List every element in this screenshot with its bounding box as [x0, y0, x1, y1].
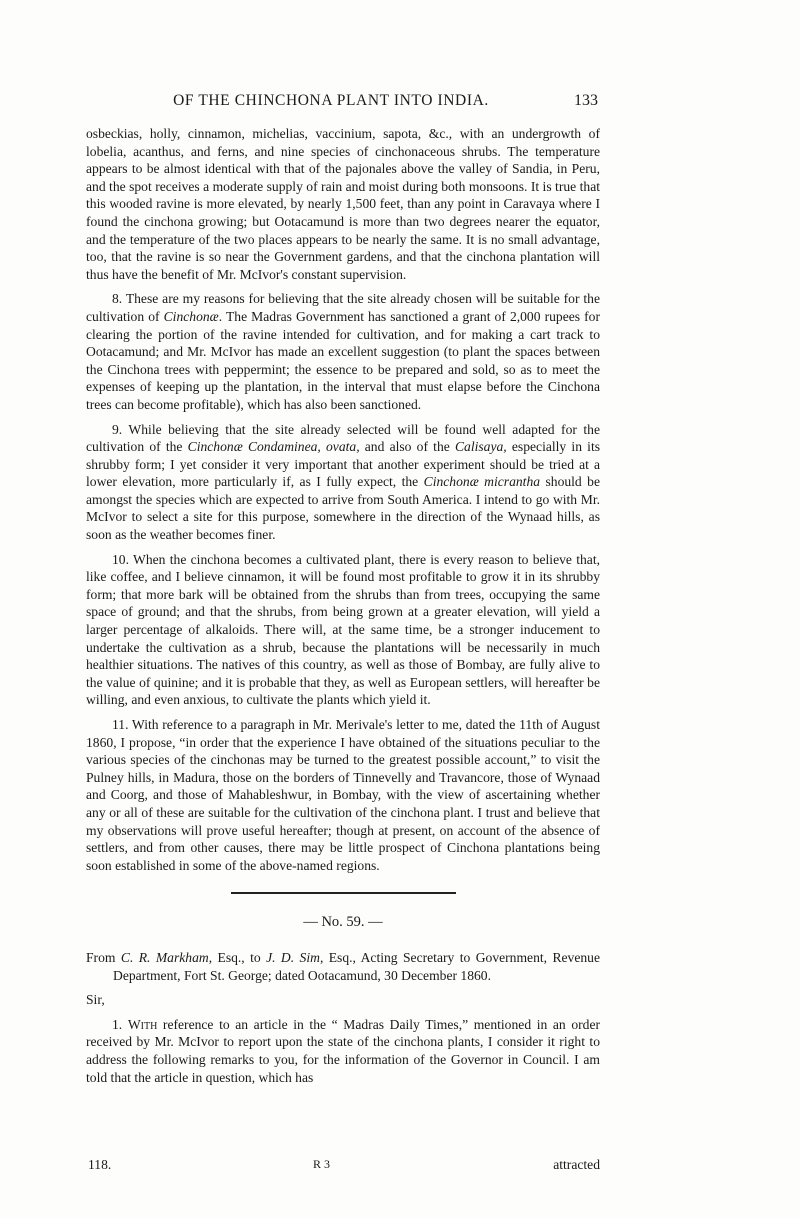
italic-term: Cinchonæ Condaminea, ovata, — [187, 439, 360, 455]
page-header — [88, 92, 598, 110]
section-rule — [231, 892, 456, 894]
first-word: With — [127, 1016, 158, 1032]
body-text — [86, 125, 600, 1093]
text-run: 8. These are my reasons for believing that the site already chosen will be suitable for the cultivation of — [86, 291, 600, 324]
paragraph-11: 11. With reference to a paragraph in Mr. Merivale's letter to me, dated the 11th of August 1860, I propose, “in order that the experience I have obtained of the situations peculiar to the various species of the cinchonas may be turned to the greatest possible account,” to visit the Pulney hills, in Madura, those on the borders of Tinnevelly and Travancore, those of Wynaad and Coorg, and those of Mahableshwur, in Bombay, with the view of ascertaining whether any or all of these are suitable for the cultivation of the cinchona plant. I trust and believe that my observations will prove useful hereafter; though at present, on account of the absence of settlers, and from other causes, there may be little prospect of Cinchona plantations being soon established in some of the above-named regions. — [86, 717, 600, 873]
document-number: — No. 59. — — [303, 914, 383, 931]
footer-signature-mark: R 3 — [313, 1157, 331, 1171]
text-run: . The Madras Government has sanctioned a grant of 2,000 rupees for clearing the portion of the ravine intended for cultivation, and for making a cart track to Ootacamund; and Mr. McIvor has made an excellent suggestion (to plant the spaces between the Cinchona trees with peppermint; the essence to be prepared and sold, so as to meet the expenses of keeping up the plantation, in the interval that must elapse before the Cinchona trees can become profitable), which has also been sanctioned. — [86, 308, 600, 412]
italic-term: Cinchonæ micrantha — [423, 474, 541, 490]
letter-paragraph-1 — [86, 1016, 600, 1086]
footer-signature-number: 118. — [88, 1157, 112, 1172]
page-footer — [88, 1157, 600, 1177]
sender-name: C. R. Markham — [120, 949, 209, 965]
recipient-name: J. D. Sim — [266, 949, 320, 965]
paragraph-8 — [86, 290, 600, 413]
paragraph-continued: osbeckias, holly, cinnamon, michelias, vaccinium, sapota, &c., with an undergrowth of lobelia, acanthus, and ferns, and nine species of cinchonaceous shrubs. The temperature appears to be almost identical with that of the pajonales above the valley of Sandia, in Peru, and the spot receives a moderate supply of rain and moist during both monsoons. It is true that this wooded ravine is more elevated, by nearly 1,500 feet, than any point in Caravaya where I found the cinchona growing; but Ootacamund is more than two degrees nearer the equator, and the temperature of the two places appears to be nearly the same. It is no small advantage, too, that the ravine is so near the Government gardens, and that the cinchona plantation will thus have the benefit of Mr. McIvor's constant supervision. — [86, 126, 600, 282]
text-run: reference to an article in the “ Madras Daily Times,” mentioned in an order received by Mr. McIvor to report upon the state of the cinchona plants, I consider it right to address the following remarks to you, for the information of the Governor in Council. I am told that the article in question, which has — [86, 1016, 601, 1085]
text-run: From — [86, 949, 121, 965]
salutation: Sir, — [86, 992, 105, 1008]
italic-term: Calisaya, — [454, 439, 507, 455]
text-run: and also of the — [359, 439, 455, 455]
page-number: 133 — [574, 92, 598, 109]
text-run: , Esq., Acting Secretary to Government, Revenue Department, Fort St. George; dated Ootacamund, 30 December 1860. — [113, 949, 601, 983]
catchword: attracted — [553, 1157, 600, 1172]
text-run: , Esq., to — [208, 949, 267, 965]
paragraph-9 — [86, 421, 600, 544]
text-run: 9. While believing that the site already selected will be found well adapted for the cultivation of the — [86, 421, 600, 455]
text-run: 1. — [112, 1016, 128, 1032]
text-run: especially in its shrubby form; I yet consider it very important that another experiment should be tried at a lower elevation, more particularly if, as I fully expect, the — [86, 439, 601, 490]
letter-heading — [86, 949, 600, 984]
text-run: should be amongst the species which are expected to arrive from South America. I intend to go with Mr. McIvor to select a site for this purpose, somewhere in the direction of the Wynaad hills, as soon as the weather becomes finer. — [86, 474, 600, 543]
italic-term: Cinchonæ — [163, 308, 219, 324]
paragraph-10: 10. When the cinchona becomes a cultivated plant, there is every reason to believe that, like coffee, and I believe cinnamon, it will be found most profitable to grow it in its shrubby form; that more bark will be obtained from the shrubs than from trees, occupying the same space of ground; and that the shrubs, from being grown at a greater elevation, will yield a larger percentage of alkaloids. There will, at the same time, be a stronger inducement to undertake the cultivation as a shrub, because the plantations will be necessarily in much healthier situations. The natives of this country, as well as those of Bombay, are fully alive to the value of quinine; and it is probable that they, as well as European settlers, will hereafter be willing, and even anxious, to cultivate the plants which yield it. — [86, 551, 600, 708]
running-head: OF THE CHINCHONA PLANT INTO INDIA. — [173, 92, 489, 109]
